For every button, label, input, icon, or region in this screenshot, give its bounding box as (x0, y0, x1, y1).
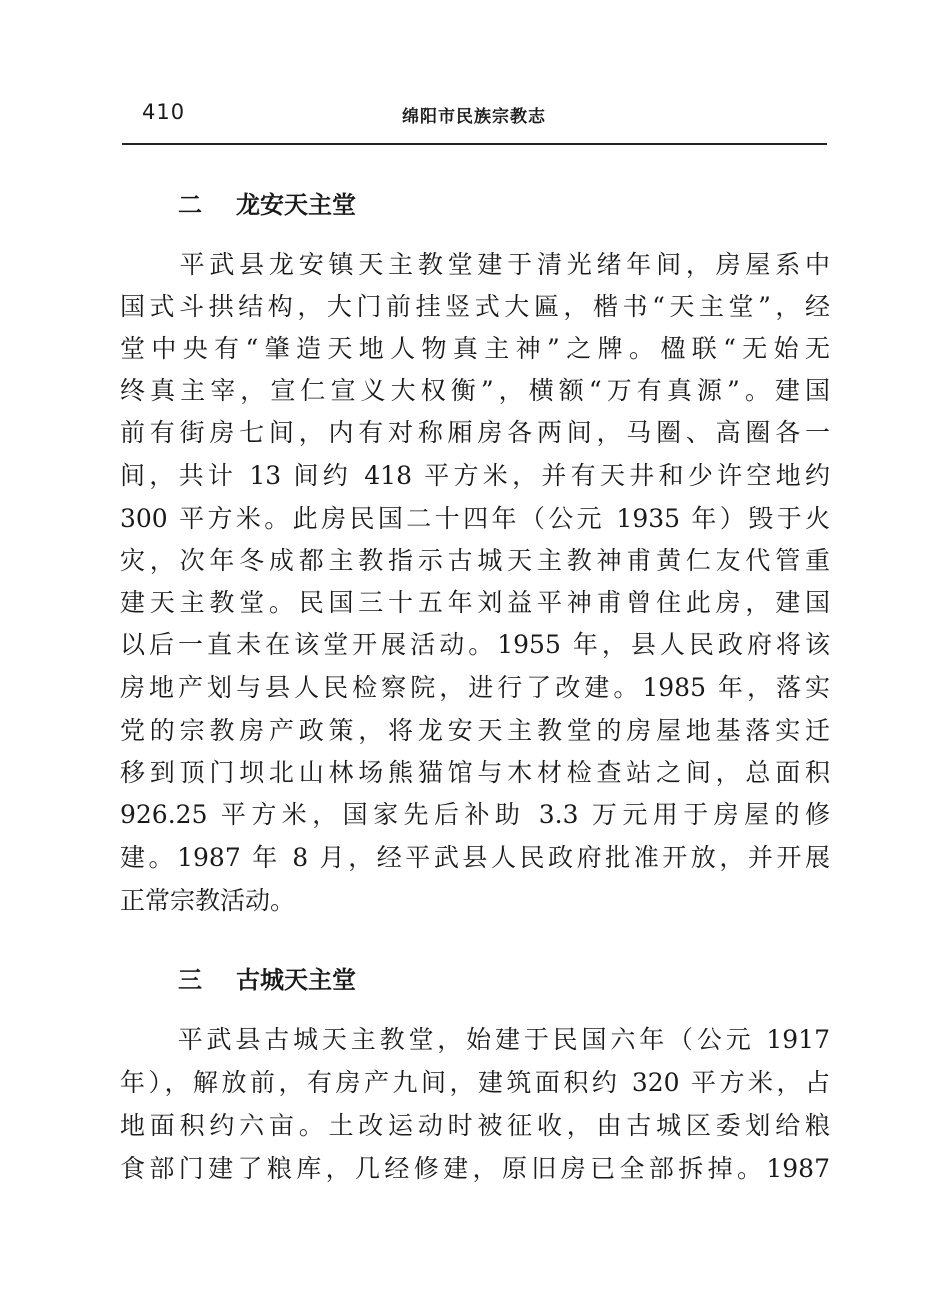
section-title: 龙安天主堂 (236, 191, 356, 219)
section-title: 古城天主堂 (236, 966, 356, 994)
body-line: 正常宗教活动。 (120, 886, 296, 915)
body-line: 党的宗教房产政策，将龙安天主教堂的房屋地基落实迁 (120, 716, 830, 745)
body-line: 平武县古城天主教堂，始建于民国六年（公元 1917 (120, 1025, 830, 1054)
body-line: 地面积约六亩。土改运动时被征收，由古城区委划给粮 (120, 1111, 830, 1140)
body-line: 年），解放前，有房产九间，建筑面积约 320 平方米，占 (120, 1068, 830, 1097)
body-line: 房地产划与县人民检察院，进行了改建。1985 年，落实 (120, 673, 830, 702)
book-title: 绵阳市民族宗教志 (402, 107, 546, 127)
body-line: 以后一直未在该堂开展活动。1955 年，县人民政府将该 (120, 630, 830, 659)
body-line: 堂中央有“肇造天地人物真主神”之牌。楹联“无始无 (120, 334, 830, 363)
section-number: 二 (178, 191, 202, 219)
body-line: 移到顶门坝北山林场熊猫馆与木材检查站之间，总面积 (120, 758, 830, 787)
body-line: 食部门建了粮库，几经修建，原旧房已全部拆掉。1987 (120, 1154, 830, 1183)
section-heading-3 (178, 960, 356, 995)
section-heading-2 (178, 185, 356, 220)
body-line: 终真主宰，宣仁宣义大权衡”，横额“万有真源”。建国 (120, 376, 830, 405)
body-line: 灾，次年冬成都主教指示古城天主教神甫黄仁友代管重 (120, 546, 830, 575)
body-line: 平武县龙安镇天主教堂建于清光绪年间，房屋系中 (120, 250, 830, 279)
section-number: 三 (178, 966, 202, 994)
header-rule (122, 143, 827, 145)
body-line: 926.25 平方米，国家先后补助 3.3 万元用于房屋的修 (120, 800, 830, 829)
body-line: 300 平方米。此房民国二十四年（公元 1935 年）毁于火 (120, 504, 830, 533)
body-line: 国式斗拱结构，大门前挂竖式大匾，楷书“天主堂”，经 (120, 292, 830, 321)
page-number: 410 (142, 100, 186, 124)
running-header (120, 98, 830, 138)
body-line: 建天主教堂。民国三十五年刘益平神甫曾住此房，建国 (120, 588, 830, 617)
body-line: 前有街房七间，内有对称厢房各两间，马圈、高圈各一 (120, 418, 830, 447)
body-line: 建。1987 年 8 月，经平武县人民政府批准开放，并开展 (120, 843, 830, 872)
body-line: 间，共计 13 间约 418 平方米，并有天井和少许空地约 (120, 461, 830, 490)
